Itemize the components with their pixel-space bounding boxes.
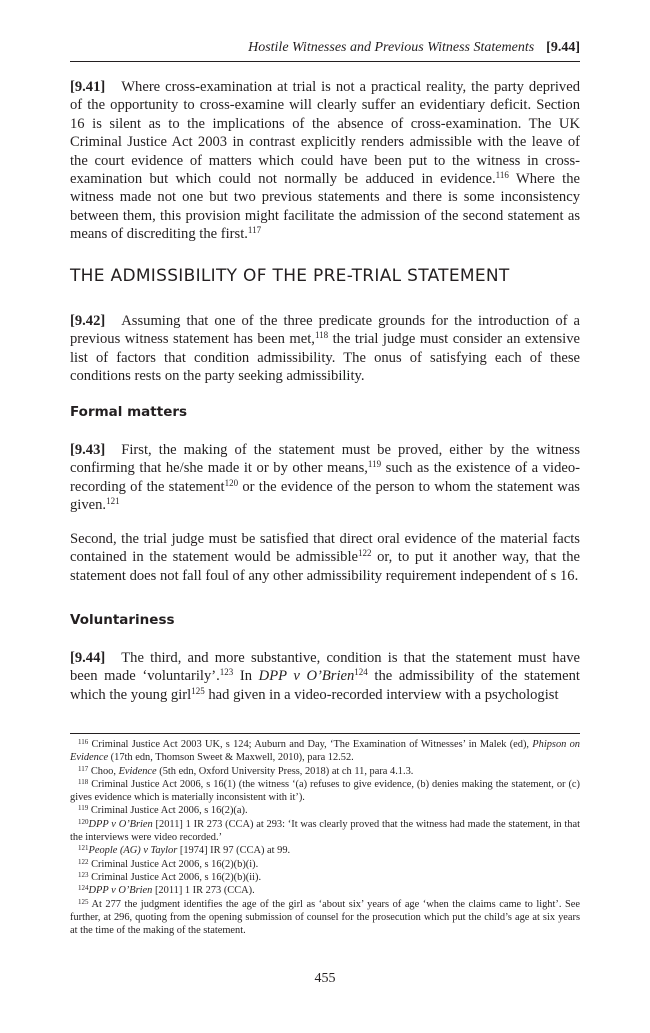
paragraph-9-42 bbox=[70, 312, 580, 386]
footnote-text: (5th edn, Oxford University Press, 2018) at ch 11, para 4.1.3. bbox=[156, 765, 414, 777]
footnote-number: 121 bbox=[78, 844, 89, 853]
footnote-121 bbox=[70, 844, 580, 857]
footnote-ref[interactable]: 119 bbox=[367, 459, 382, 470]
footnote-120 bbox=[70, 818, 580, 845]
footnote-119 bbox=[70, 804, 580, 817]
footnote-116 bbox=[70, 738, 580, 765]
paragraph-number: [9.41] bbox=[70, 79, 106, 95]
subheading-formal-matters: Formal matters bbox=[70, 404, 188, 420]
paragraph-text: Second, the trial judge must be satisfied that direct oral evidence of the material facts contained in the statement would be admissible bbox=[70, 531, 580, 566]
footnote-ref[interactable]: 118 bbox=[314, 330, 329, 341]
footnote-text: At 277 the judgment identifies the age of the girl as ‘about six’ years of age ‘when the claims came to light’. See further, at 296, quoting from the opening submission of counsel for the prosecution which put the child’s age at six years at the time of the making of the statement. bbox=[70, 898, 580, 937]
footnote-ref[interactable]: 122 bbox=[358, 548, 372, 559]
paragraph-number: [9.44] bbox=[70, 650, 106, 666]
header-rule bbox=[70, 61, 580, 62]
paragraph-text: the trial judge must consider an extensive list of factors that condition admissibility. The onus of satisfying each of these conditions rests on the party seeking admissibility. bbox=[70, 331, 581, 385]
footnote-117 bbox=[70, 765, 580, 778]
footnote-title: DPP v O’Brien bbox=[88, 818, 153, 830]
paragraph-text: such as the existence of a video-recording of the statement bbox=[70, 460, 581, 495]
header-paragraph-marker: [9.44] bbox=[546, 40, 580, 55]
footnote-title: Evidence bbox=[118, 765, 157, 777]
footnote-number: 122 bbox=[78, 857, 89, 866]
paragraph-text: First, the making of the statement must be proved, either by the witness confirming that he/she made it or by other means, bbox=[70, 442, 580, 477]
paragraph-number: [9.42] bbox=[70, 313, 106, 329]
footnote-number: 119 bbox=[78, 804, 89, 813]
footnote-ref[interactable]: 124 bbox=[354, 667, 368, 678]
footnote-number: 120 bbox=[78, 817, 89, 826]
footnote-title: Phipson on Evidence bbox=[70, 739, 580, 764]
case-name: DPP v O’Brien bbox=[258, 668, 355, 685]
running-header bbox=[70, 40, 580, 56]
footnote-text: Choo, bbox=[88, 765, 119, 777]
footnote-125 bbox=[70, 898, 580, 938]
footnote-text: [2011] 1 IR 273 (CCA) at 293: ‘It was clearly proved that the witness had made the statement, in that the interviews were video recorded.’ bbox=[70, 818, 580, 844]
running-title: Hostile Witnesses and Previous Witness Statements bbox=[248, 40, 535, 55]
footnote-text: (17th edn, Thomson Sweet & Maxwell, 2010), para 12.52. bbox=[108, 752, 354, 764]
paragraph-9-41 bbox=[70, 78, 580, 244]
footnote-ref[interactable]: 116 bbox=[495, 170, 509, 181]
footnote-text: Criminal Justice Act 2003 UK, s 124; Auburn and Day, ‘The Examination of Witnesses’ in Malek (ed), bbox=[88, 739, 533, 750]
footnote-ref[interactable]: 123 bbox=[219, 667, 234, 678]
paragraph-text: or, to put it another way, that the statement does not fall foul of any other admissibility requirement independent of s 16. bbox=[70, 549, 580, 584]
footnote-ref[interactable]: 121 bbox=[106, 496, 120, 507]
page-number: 455 bbox=[314, 971, 336, 986]
paragraph-text: had given in a video-recorded interview with a psychologist bbox=[204, 686, 559, 703]
footnote-number: 123 bbox=[78, 870, 89, 879]
footnote-118 bbox=[70, 778, 580, 805]
footnote-124 bbox=[70, 884, 580, 897]
footnote-text: Criminal Justice Act 2006, s 16(1) (the witness ‘(a) refuses to give evidence, (b) denies making the statement, or (c) gives evidence which is materially inconsistent with it’). bbox=[70, 778, 580, 804]
footnote-number: 125 bbox=[78, 897, 89, 906]
footnote-text: [1974] IR 97 (CCA) at 99. bbox=[177, 845, 291, 857]
footnote-title: People (AG) v Taylor bbox=[88, 845, 178, 857]
footnote-rule bbox=[70, 733, 580, 734]
footnote-ref[interactable]: 125 bbox=[191, 685, 205, 696]
paragraph-text: The third, and more substantive, condition is that the statement must have been made ‘voluntarily’. bbox=[70, 650, 580, 685]
section-title: THE ADMISSIBILITY OF THE PRE-TRIAL STATEMENT bbox=[70, 266, 510, 286]
footnote-123 bbox=[70, 871, 580, 884]
footnote-number: 118 bbox=[78, 777, 89, 786]
footnote-text: Criminal Justice Act 2006, s 16(2)(b)(i). bbox=[88, 858, 259, 870]
paragraph-text: Where cross-examination at trial is not a practical reality, the party deprived of the opportunity to cross-examine will clearly suffer an evidentiary deficit. Section 16 is silent as to the implications of the absence of cross-examination. The UK Criminal Justice Act 2003 in contrast explicitly renders admissible with the leave of the court evidence of matters which could have been put to the witness in cross-examination but which could not normally be adduced in evidence. bbox=[70, 79, 580, 188]
paragraph-text: the admissibility of the statement which the young girl bbox=[70, 668, 580, 703]
paragraph-number: [9.43] bbox=[70, 442, 106, 458]
footnote-text: [2011] 1 IR 273 (CCA). bbox=[152, 885, 255, 897]
paragraph-text: Where the witness made not one but two previous statements and there is some inconsistency between them, this provision might facilitate the admission of the second statement as means of discrediting the first. bbox=[70, 171, 581, 243]
footnote-number: 124 bbox=[78, 884, 89, 893]
subheading-voluntariness: Voluntariness bbox=[70, 612, 175, 628]
footnote-title: DPP v O’Brien bbox=[88, 885, 153, 897]
paragraph-9-43-second bbox=[70, 530, 580, 585]
footnote-ref[interactable]: 120 bbox=[224, 477, 239, 488]
footnote-number: 116 bbox=[78, 738, 89, 746]
paragraph-text: Assuming that one of the three predicate grounds for the introduction of a previous witness statement has been met, bbox=[70, 313, 580, 348]
footnotes bbox=[70, 738, 580, 937]
footnote-number: 117 bbox=[78, 764, 89, 773]
paragraph-9-44 bbox=[70, 649, 580, 704]
footnote-text: Criminal Justice Act 2006, s 16(2)(a). bbox=[88, 805, 248, 817]
footnote-ref[interactable]: 117 bbox=[247, 225, 262, 236]
paragraph-text: In bbox=[233, 668, 259, 685]
footnote-text: Criminal Justice Act 2006, s 16(2)(b)(ii). bbox=[88, 871, 262, 883]
paragraph-text: or the evidence of the person to whom the statement was given. bbox=[70, 478, 580, 514]
paragraph-9-43 bbox=[70, 441, 580, 515]
footnote-122 bbox=[70, 858, 580, 871]
